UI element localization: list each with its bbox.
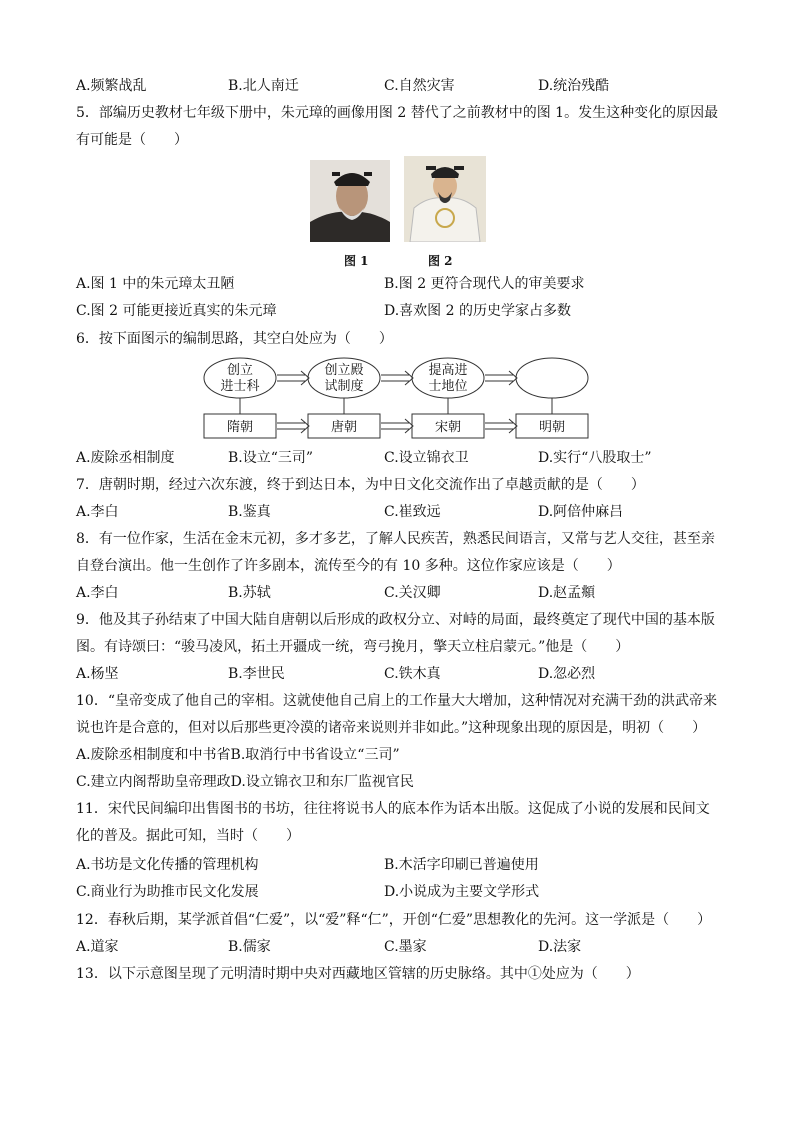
q5-option-b: B.图 2 更符合现代人的审美要求 xyxy=(384,276,585,292)
q10-stem-line2: 说也许是合意的，但对以后那些更冷漠的诸帝来说则并非如此。”这种现象出现的原因是，明初（ ） xyxy=(76,720,707,736)
figure-1-caption: 图 1 xyxy=(344,254,369,268)
exam-system-diagram xyxy=(200,356,600,446)
q4-option-a: A.频繁战乱 xyxy=(76,78,147,94)
q11-option-b: B.木活字印刷已普遍使用 xyxy=(384,857,539,873)
q6-option-a: A.废除丞相制度 xyxy=(76,450,175,466)
portrait-figure-1 xyxy=(310,160,390,242)
diagram-top-2-line2: 试制度 xyxy=(324,379,364,394)
q5-option-a: A.图 1 中的朱元璋太丑陋 xyxy=(76,276,235,292)
q10-options-line2: C.建立内阁帮助皇帝理政D.设立锦衣卫和东厂监视官民 xyxy=(76,774,414,790)
diagram-bottom-4: 明朝 xyxy=(538,420,566,435)
q4-option-d: D.统治残酷 xyxy=(538,78,610,94)
q13-stem: 13．以下示意图呈现了元明清时期中央对西藏地区管辖的历史脉络。其中①处应为（ ） xyxy=(76,966,640,982)
q9-stem-line2: 图。有诗颂曰：“骏马凌风，拓土开疆成一统，弯弓挽月，擎天立柱启蒙元。”他是（ ） xyxy=(76,639,630,655)
q5-option-c: C.图 2 可能更接近真实的朱元璋 xyxy=(76,303,277,319)
diagram-top-1-line1: 创立 xyxy=(226,363,254,378)
q7-option-b: B.鉴真 xyxy=(228,504,271,520)
diagram-ellipse-4 xyxy=(516,358,588,398)
diagram-top-2-line1: 创立殿 xyxy=(324,363,364,378)
portrait-figure-2 xyxy=(404,156,486,242)
diagram-top-3-line2: 士地位 xyxy=(428,379,468,394)
q10-stem-line1: 10．“皇帝变成了他自己的宰相。这就使他自己肩上的工作量大大增加，这种情况对充满干劲的洪武帝来 xyxy=(76,693,717,709)
diagram-bottom-3: 宋朝 xyxy=(434,420,462,435)
q12-option-d: D.法家 xyxy=(538,939,582,955)
q5-stem-line2: 有可能是（ ） xyxy=(76,132,188,148)
q9-stem-line1: 9．他及其子孙结束了中国大陆自唐朝以后形成的政权分立、对峙的局面，最终奠定了现代中国的基本版 xyxy=(76,612,715,628)
q11-option-c: C.商业行为助推市民文化发展 xyxy=(76,884,259,900)
q12-stem: 12．春秋后期，某学派首倡“仁爱”，以“爱”释“仁”，开创“仁爱”思想教化的先河。这一学派是（ ） xyxy=(76,912,712,928)
q8-option-a: A.李白 xyxy=(76,585,119,601)
q8-stem-line1: 8．有一位作家，生活在金末元初，多才多艺，了解人民疾苦，熟悉民间语言，又常与艺人交往，甚至亲 xyxy=(76,531,715,547)
q6-stem: 6．按下面图示的编制思路，其空白处应为（ ） xyxy=(76,331,393,347)
q7-option-c: C.崔致远 xyxy=(384,504,441,520)
q6-option-d: D.实行“八股取士” xyxy=(538,450,652,466)
q12-option-c: C.墨家 xyxy=(384,939,427,955)
q5-stem-line1: 5．部编历史教材七年级下册中，朱元璋的画像用图 2 替代了之前教材中的图 1。发生这种变化的原因最 xyxy=(76,105,719,121)
q8-stem-line2: 自登台演出。他一生创作了许多剧本，流传至今的有 10 多种。这位作家应该是（ ） xyxy=(76,558,621,574)
q7-stem: 7．唐朝时期，经过六次东渡，终于到达日本，为中日文化交流作出了卓越贡献的是（ ） xyxy=(76,477,645,493)
q8-option-c: C.关汉卿 xyxy=(384,585,441,601)
q11-option-a: A.书坊是文化传播的管理机构 xyxy=(76,857,259,873)
diagram-bottom-2: 唐朝 xyxy=(330,420,358,435)
q11-stem-line2: 化的普及。据此可知，当时（ ） xyxy=(76,828,300,844)
q6-option-c: C.设立锦衣卫 xyxy=(384,450,469,466)
diagram-top-1-line2: 进士科 xyxy=(220,379,260,394)
q9-option-b: B.李世民 xyxy=(228,666,285,682)
q8-option-d: D.赵孟頫 xyxy=(538,585,596,601)
q12-option-a: A.道家 xyxy=(76,939,119,955)
diagram-top-3-line1: 提高进 xyxy=(428,363,468,378)
q7-option-a: A.李白 xyxy=(76,504,119,520)
q8-option-b: B.苏轼 xyxy=(228,585,271,601)
diagram-bottom-1: 隋朝 xyxy=(226,420,254,435)
q11-stem-line1: 11．宋代民间编印出售图书的书坊，往往将说书人的底本作为话本出版。这促成了小说的发展和民间文 xyxy=(76,801,710,817)
q9-option-a: A.杨坚 xyxy=(76,666,119,682)
figure-2-caption: 图 2 xyxy=(428,254,453,268)
q4-option-b: B.北人南迁 xyxy=(228,78,299,94)
q9-option-c: C.铁木真 xyxy=(384,666,441,682)
q5-option-d: D.喜欢图 2 的历史学家占多数 xyxy=(384,303,571,319)
q7-option-d: D.阿倍仲麻吕 xyxy=(538,504,624,520)
q10-options-line1: A.废除丞相制度和中书省B.取消行中书省设立“三司” xyxy=(76,747,400,763)
q11-option-d: D.小说成为主要文学形式 xyxy=(384,884,540,900)
q6-option-b: B.设立“三司” xyxy=(228,450,314,466)
q9-option-d: D.忽必烈 xyxy=(538,666,596,682)
q12-option-b: B.儒家 xyxy=(228,939,271,955)
q4-option-c: C.自然灾害 xyxy=(384,78,455,94)
